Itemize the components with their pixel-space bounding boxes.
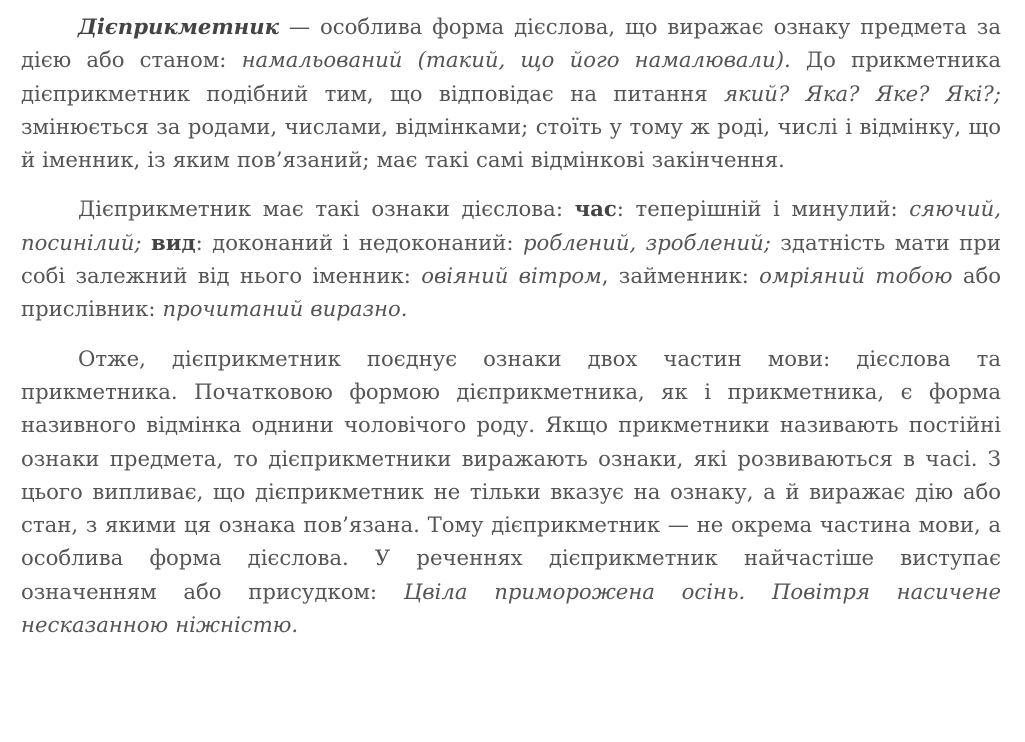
example-text: який? Яка? Яке? Які?; [723,80,1001,106]
text-span: Отже, дієприкметник поєднує ознаки двох частин мови: дієслова та прикметника. Початковою формою дієприкметника, як і прикметника, є форма називного відмінка однини чоловічого роду. Якщо прикметники називають постійні ознаки предмета, то дієприкметники виражають ознаки, які розвиваються в часі. З цього випливає, що дієприкметник не тільки вказує на ознаку, а й виражає дію або стан, з якими ця ознака пов’язана. Тому дієприкметник — не окрема частина мови, а особлива форма дієслова. У реченнях дієприкметник найчастіше виступає означенням або присудком: [21,345,1001,604]
text-span: , займенник: [601,263,760,289]
text-span: змінюється за родами, числами, відмінками; стоїть у тому ж роді, числі і відмінку, що й іменник, із яким пов’язаний; має такі самі відмінкові закінчення. [21,113,1001,173]
bold-term: час [574,196,617,222]
document-page [21,10,1001,641]
example-text: прочитаний виразно. [162,296,408,322]
example-text: Цвіла приморожена осінь. Повітря насичене несказанною ніжністю. [21,578,1001,638]
text-span: або прислівник: [21,263,1001,322]
text-span [142,230,151,255]
example-text: сяючий, посинілий; [21,196,1001,255]
example-text: намальований (такий, що його намалювали). [241,47,791,73]
text-span: : доконаний і недоконаний: [195,229,523,255]
example-text: роблений, зроблений; [522,229,771,255]
text-span: : теперішній і минулий: [616,196,910,222]
text-span: — особлива форма дієслова, що виражає ознаку предмета за дією або станом: [21,14,1001,73]
text-span: Дієприкметник має такі ознаки дієслова: [78,196,575,222]
term-heading: Дієприкметник [78,14,279,39]
text-span: До прикметника дієприкметник подібний тим, що відповідає на питання [21,47,1001,106]
paragraph-definition [21,10,1001,176]
paragraph-conclusion [21,342,1001,642]
example-text: омріяний тобою [759,263,953,289]
example-text: овіяний вітром [421,263,602,289]
bold-term: вид [151,229,196,255]
paragraph-verb-features [21,192,1001,325]
text-span: здатність мати при собі залежний від нього іменник: [21,229,1001,289]
